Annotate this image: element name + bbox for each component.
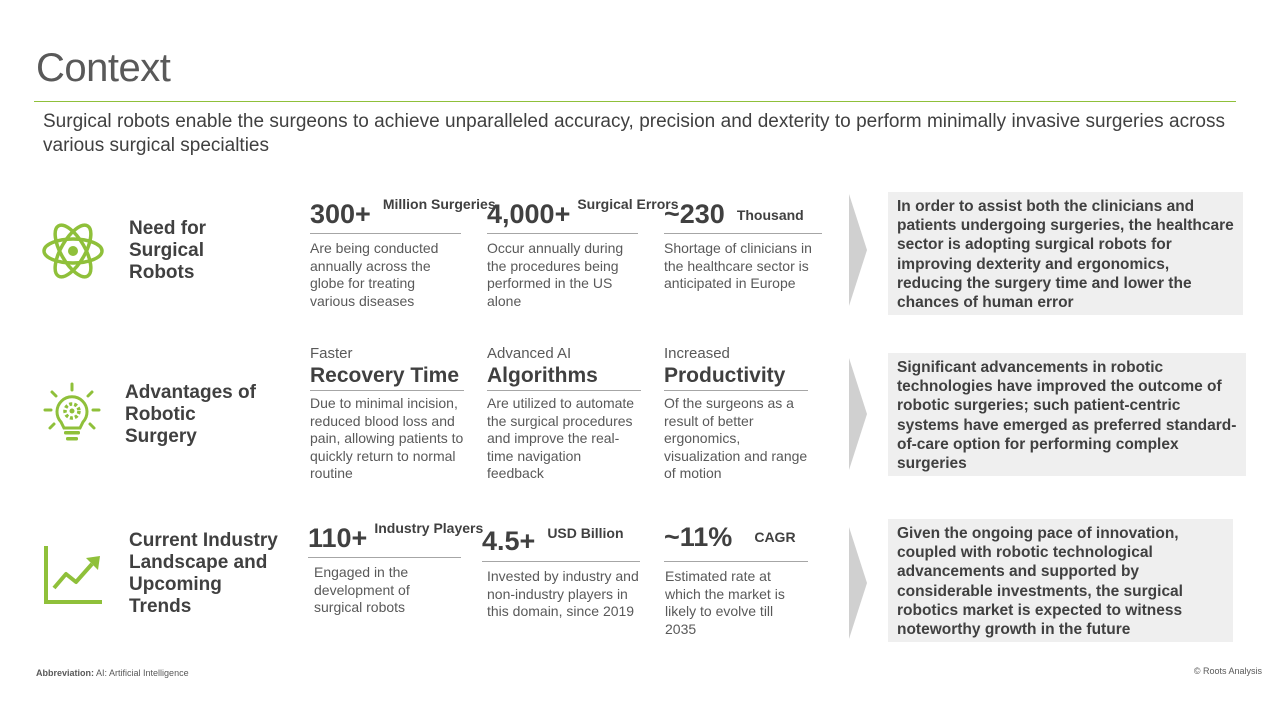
stat-unit: Industry Players — [374, 520, 484, 536]
stat-value: 4.5+ — [482, 526, 536, 556]
atom-icon — [40, 216, 106, 291]
row-label-need: Need for Surgical Robots — [129, 218, 207, 283]
chevron-right-icon — [849, 527, 867, 644]
abbreviation-footnote — [36, 668, 189, 678]
footnote-text: AI: Artificial Intelligence — [96, 668, 189, 678]
stat-description: Estimated rate at which the market is likely to evolve till 2035 — [665, 568, 785, 637]
stat-unit: CAGR — [754, 529, 796, 545]
stat-shortage — [664, 196, 822, 293]
stat-headline: Recovery Time — [310, 363, 464, 391]
title-divider — [34, 101, 1236, 102]
stat-unit: USD Billion — [547, 525, 624, 541]
stat-description: Are utilized to automate the surgical procedures and improve the real-time navigation feedback — [487, 395, 635, 482]
stat-errors — [487, 196, 679, 310]
stat-prefix: Increased — [664, 345, 730, 362]
stat-unit: Thousand — [736, 207, 804, 223]
stat-value: ~230 — [664, 199, 725, 229]
stat-investment — [482, 520, 640, 621]
stat-description: Occur annually during the procedures being performed in the US alone — [487, 240, 624, 309]
stat-value: 110+ — [308, 523, 368, 553]
copyright-notice: © Roots Analysis — [1193, 666, 1262, 676]
stat-description: Invested by industry and non-industry players in this domain, since 2019 — [487, 568, 639, 620]
stat-prefix: Faster — [310, 345, 353, 362]
summary-box-need: In order to assist both the clinicians and patients undergoing surgeries, the healthcare sector is adopting surgical robots for improving dexterity and ergonomics, reducing the surgery time and lower the chances of human error — [888, 192, 1243, 315]
stat-cagr — [664, 520, 808, 638]
stat-algorithms — [487, 345, 641, 483]
row-label-landscape: Current Industry Landscape and Upcoming Trends — [129, 530, 278, 617]
summary-box-landscape: Given the ongoing pace of innovation, coupled with robotic technological advancements and supported by considerable investments, the surgical robotics market is expected to witness noteworthy growth in the future — [888, 519, 1233, 642]
stat-description: Of the surgeons as a result of better ergonomics, visualization and range of motion — [664, 395, 808, 482]
stat-prefix: Advanced AI — [487, 345, 572, 362]
stat-description: Engaged in the development of surgical robots — [314, 564, 410, 616]
row-label-advantages: Advantages of Robotic Surgery — [125, 382, 256, 447]
stat-headline: Algorithms — [487, 363, 641, 391]
stat-recovery — [310, 345, 464, 483]
stat-surgeries — [310, 196, 496, 310]
stat-value: ~11% — [664, 522, 733, 552]
footnote-label: Abbreviation: — [36, 668, 95, 678]
chevron-right-icon — [849, 358, 867, 475]
stat-description: Shortage of clinicians in the healthcare sector is anticipated in Europe — [664, 240, 812, 292]
stat-description: Due to minimal incision, reduced blood loss and pain, allowing patients to quickly return to normal routine — [310, 395, 464, 482]
chevron-right-icon — [849, 194, 867, 311]
stat-productivity — [664, 345, 808, 483]
stat-unit: Surgical Errors — [577, 196, 679, 212]
page-title: Context — [36, 46, 171, 90]
stat-headline: Productivity — [664, 363, 808, 391]
stat-players — [308, 520, 484, 617]
summary-box-advantages: Significant advancements in robotic technologies have improved the outcome of robotic surgeries; such patient-centric systems have emerged as preferred standard-of-care option for performing complex surgeries — [888, 353, 1246, 476]
lightbulb-gear-icon — [42, 382, 102, 449]
stat-value: 300+ — [310, 199, 371, 229]
stat-unit: Million Surgeries — [382, 196, 496, 212]
page-subtitle: Surgical robots enable the surgeons to achieve unparalleled accuracy, precision and dexterity to perform minimally invasive surgeries across various surgical specialties — [43, 111, 1225, 156]
growth-chart-icon — [42, 544, 104, 611]
stat-description: Are being conducted annually across the globe for treating various diseases — [310, 240, 439, 309]
stat-value: 4,000+ — [487, 199, 571, 229]
